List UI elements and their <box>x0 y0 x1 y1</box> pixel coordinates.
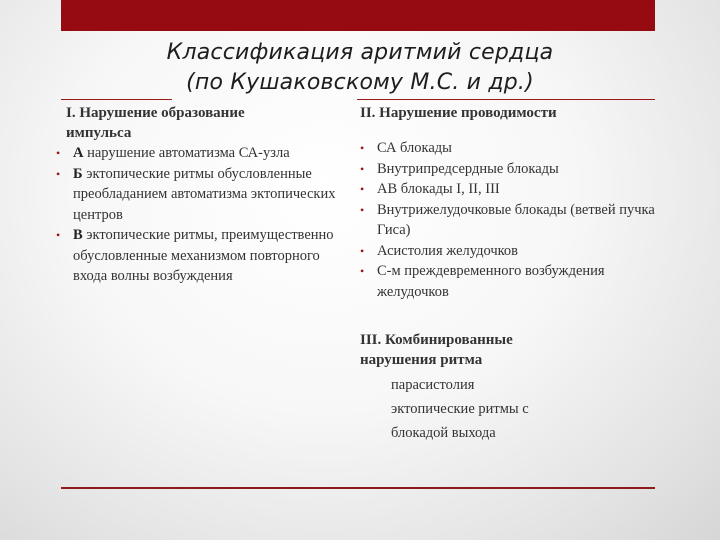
list-item <box>360 261 660 302</box>
list-item <box>360 179 660 200</box>
combined-item: блокадой выхода <box>391 425 496 441</box>
bullet-icon: • <box>360 182 365 196</box>
left-heading <box>56 103 346 143</box>
item-text: эктопические ритмы обусловленные преобладанием автоматизма эктопических центров <box>73 165 336 223</box>
item-text: Внутрипредсердные блокады <box>377 160 559 177</box>
list-item <box>360 159 660 180</box>
bullet-icon: • <box>56 228 61 242</box>
bullet-icon: • <box>360 243 365 258</box>
right-list <box>360 138 660 302</box>
title-line-1: Классификация аритмий сердца <box>166 40 554 65</box>
item-text: СА блокады <box>377 140 452 156</box>
list-item <box>360 138 660 159</box>
bullet-icon: • <box>360 141 365 155</box>
item-text: Внутрижелудочковые блокады (ветвей пучка Гиса) <box>377 201 655 238</box>
left-list <box>56 143 346 287</box>
right-heading: II. Нарушение проводимости <box>360 105 557 121</box>
top-accent-band <box>61 0 655 31</box>
bottom-divider <box>61 487 655 489</box>
list-item <box>360 241 660 262</box>
bullet-icon: • <box>360 264 365 278</box>
right-column <box>360 103 660 445</box>
combined-item: парасистолия <box>391 377 475 393</box>
item-text: С-м преждевременного возбуждения желудочков <box>377 263 605 300</box>
item-letter: А <box>73 145 84 161</box>
left-heading-line-1: I. Нарушение образование <box>66 105 245 121</box>
combined-heading-line-2: нарушения ритма <box>360 352 483 368</box>
title-line-2: (по Кушаковскому М.С. и др.) <box>186 70 534 95</box>
item-letter: Б <box>73 165 83 182</box>
combined-list <box>360 373 660 445</box>
item-text: эктопические ритмы, преимущественно обусловленные механизмом повторного входа волны возбуждения <box>73 227 334 284</box>
divider-left <box>61 99 172 100</box>
bullet-icon: • <box>56 146 61 160</box>
list-item <box>56 225 346 287</box>
list-item <box>360 200 660 241</box>
left-heading-line-2: импульса <box>66 125 132 141</box>
combined-item: эктопические ритмы с <box>391 401 529 417</box>
combined-heading <box>360 330 660 370</box>
combined-heading-line-1: III. Комбинированные <box>360 332 513 348</box>
item-text: Асистолия желудочков <box>377 242 519 259</box>
slide-title <box>90 38 630 98</box>
left-column <box>56 103 346 287</box>
divider-right <box>357 99 655 100</box>
list-item <box>56 164 346 226</box>
bullet-icon: • <box>360 161 365 176</box>
item-text: нарушение автоматизма СА-узла <box>83 145 290 161</box>
bullet-icon: • <box>56 166 61 181</box>
list-item <box>56 143 346 164</box>
bullet-icon: • <box>360 202 365 217</box>
item-letter: В <box>73 227 83 243</box>
item-text: АВ блокады I, II, III <box>377 181 500 197</box>
